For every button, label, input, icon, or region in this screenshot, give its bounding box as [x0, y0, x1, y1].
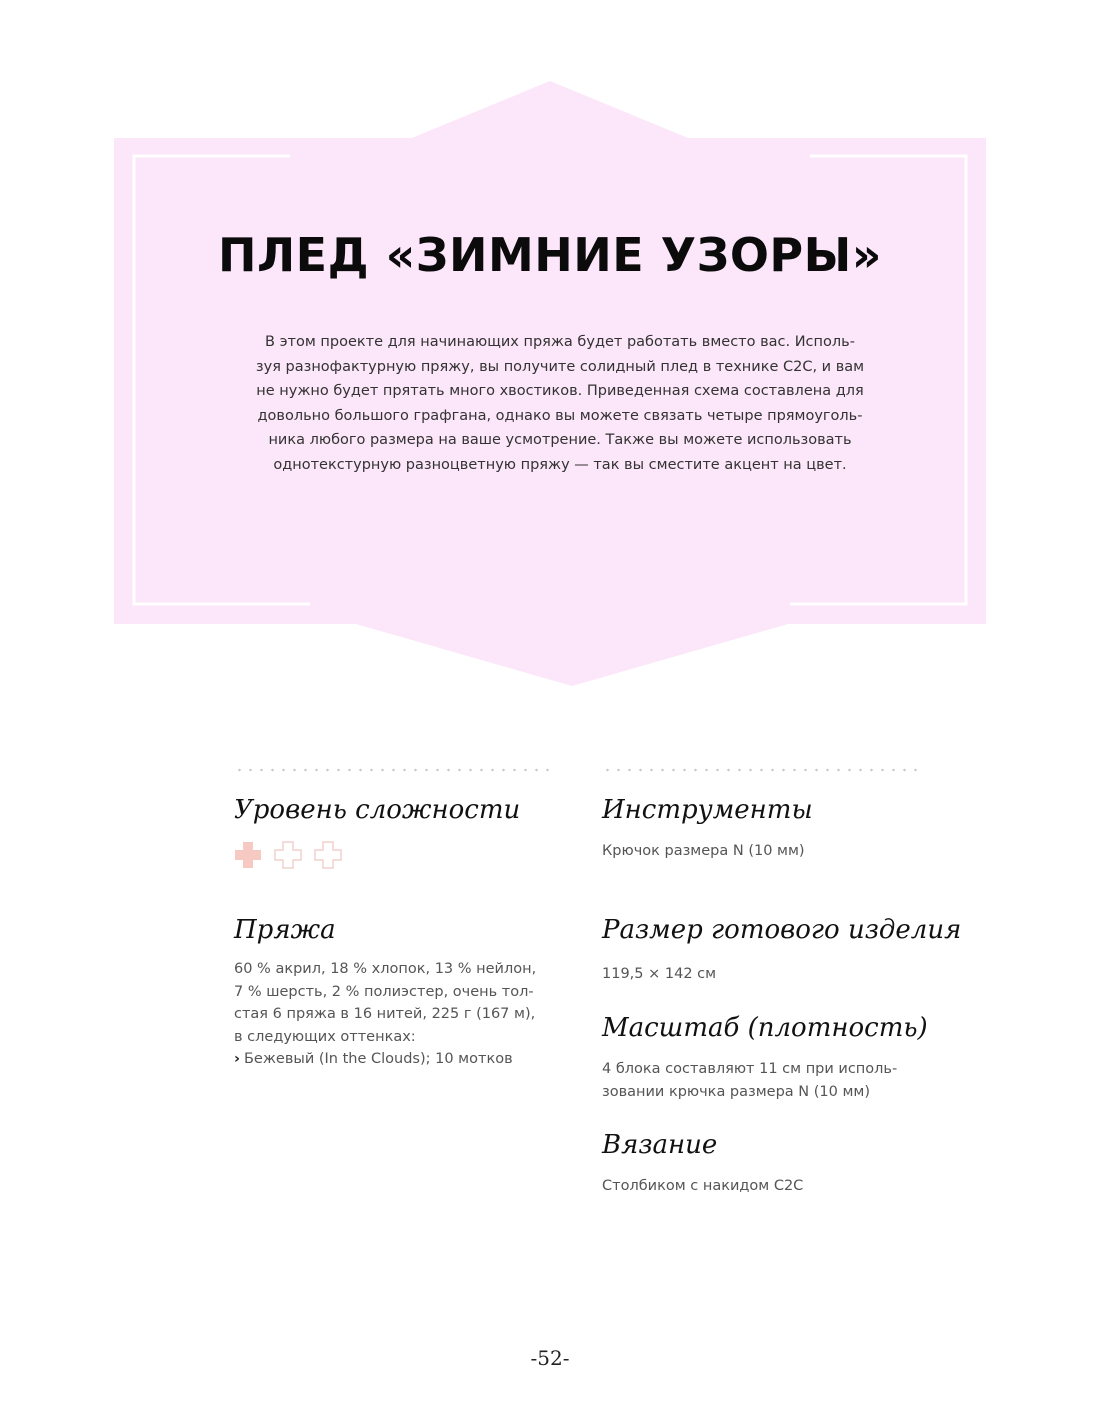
- gauge-text: [602, 1058, 897, 1103]
- cross-empty-icon: [274, 841, 302, 869]
- chevron-right-icon: ›: [234, 1051, 240, 1068]
- knitting-text: Столбиком с накидом C2C: [602, 1178, 804, 1194]
- tools-text: Крючок размера N (10 мм): [602, 843, 805, 859]
- tools-heading: Инструменты: [602, 795, 813, 825]
- yarn-line: 7 % шерсть, 2 % полиэстер, очень тол-: [234, 983, 534, 1000]
- gauge-heading: Масштаб (плотность): [602, 1013, 928, 1043]
- difficulty-heading: Уровень сложности: [234, 795, 521, 825]
- yarn-color-item: [234, 1048, 536, 1071]
- yarn-description: [234, 958, 536, 1071]
- yarn-line: 60 % акрил, 18 % хлопок, 13 % нейлон,: [234, 961, 537, 977]
- yarn-color-text: Бежевый (In the Clouds); 10 мотков: [243, 1051, 513, 1068]
- yarn-heading: Пряжа: [234, 915, 336, 945]
- intro-line: ника любого размера на ваше усмотрение. Также вы можете использовать: [268, 432, 852, 449]
- gauge-line: 4 блока составляют 11 см при исполь-: [602, 1061, 898, 1077]
- size-text: 119,5 × 142 см: [602, 966, 717, 982]
- page-title: ПЛЕД «ЗИМНИЕ УЗОРЫ»: [217, 228, 883, 282]
- intro-line: зуя разнофактурную пряжу, вы получите солидный плед в технике C2C, и вам: [255, 358, 865, 375]
- intro-line: однотекстурную разноцветную пряжу — так вы сместите акцент на цвет.: [273, 456, 847, 473]
- intro-line: довольно большого графгана, однако вы можете связать четыре прямоуголь-: [257, 407, 863, 424]
- yarn-line: стая 6 пряжа в 16 нитей, 225 г (167 м),: [234, 1006, 536, 1023]
- intro-paragraph: [230, 330, 890, 478]
- right-divider: [602, 768, 918, 772]
- cross-filled-icon: [234, 841, 262, 869]
- intro-line: не нужно будет прятать много хвостиков. Приведенная схема составлена для: [256, 383, 864, 400]
- knitting-heading: Вязание: [602, 1130, 718, 1160]
- left-divider: [234, 768, 550, 772]
- page-number: -52-: [530, 1346, 570, 1370]
- cross-empty-icon: [314, 841, 342, 869]
- size-heading: Размер готового изделия: [602, 915, 962, 945]
- gauge-line: зовании крючка размера N (10 мм): [602, 1083, 871, 1100]
- intro-line: В этом проекте для начинающих пряжа будет работать вместо вас. Исполь-: [265, 334, 855, 350]
- yarn-line: в следующих оттенках:: [234, 1028, 416, 1045]
